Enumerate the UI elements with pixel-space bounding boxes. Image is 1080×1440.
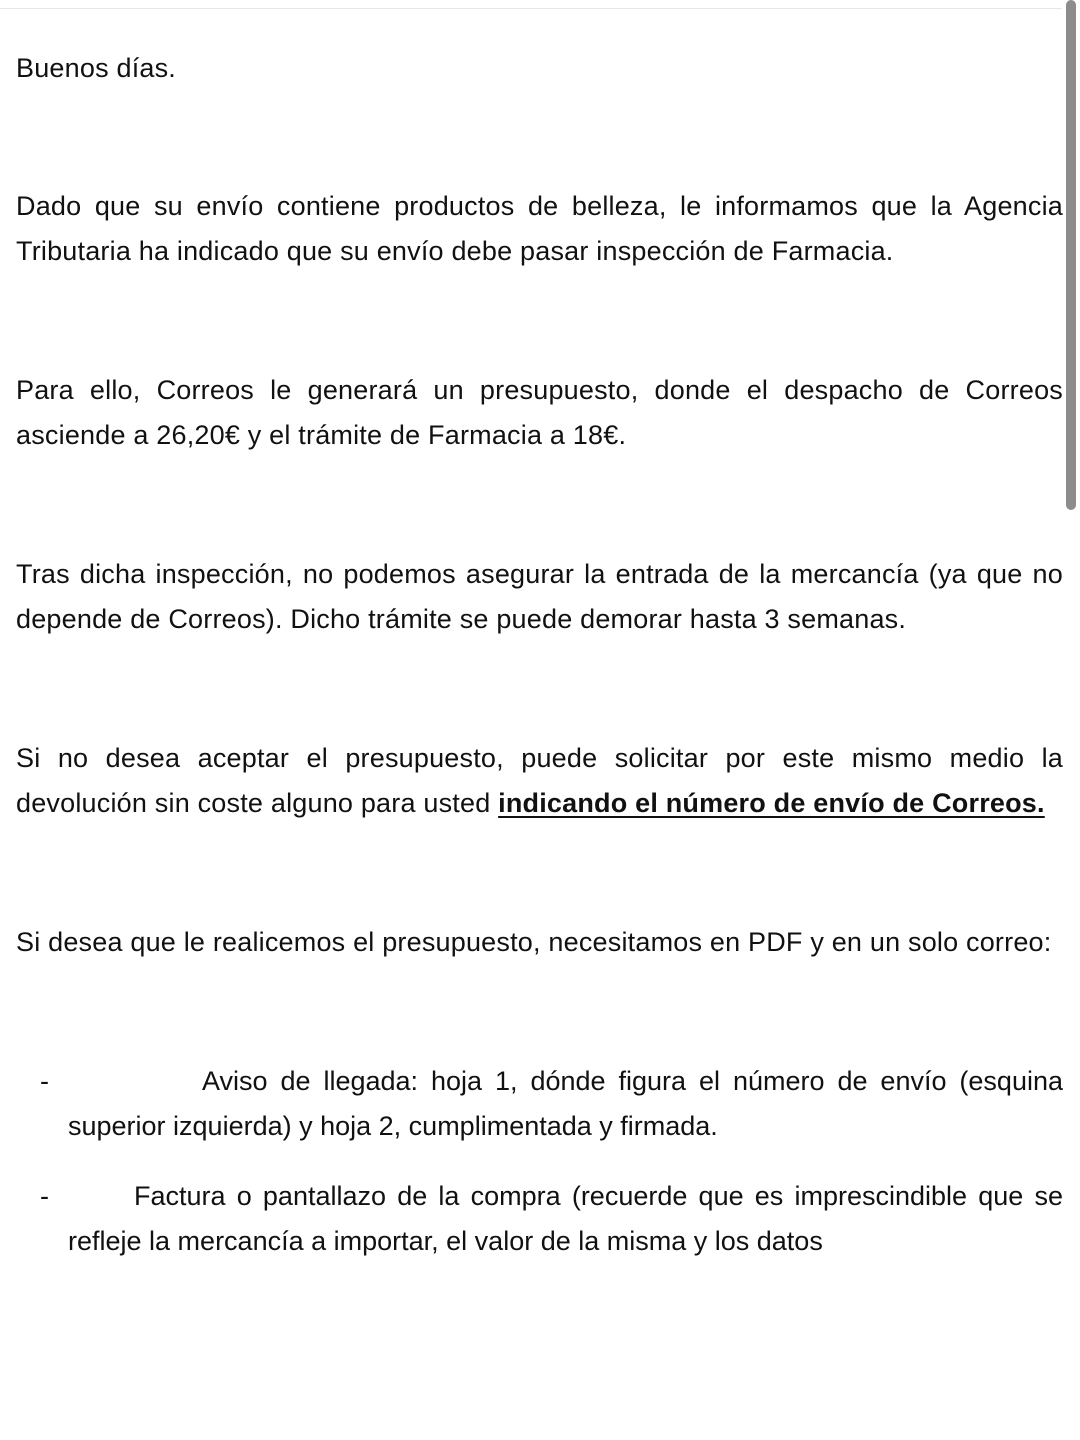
top-divider [0,0,1062,9]
paragraph-requirements: Si desea que le realicemos el presupuesto, necesitamos en PDF y en un solo correo: [16,927,1052,957]
list-bullet: - [40,1066,49,1096]
shipment-number-highlight: indicando el número de envío de Correos. [498,788,1045,818]
scrollbar-thumb[interactable] [1066,0,1076,510]
list-item [16,1059,1063,1149]
spacer [16,965,1063,1059]
list-item-text: Aviso de llegada: hoja 1, dónde figura el número de envío (esquina superior izquierda) y hoja 2, cumplimentada y firmada. [68,1066,1063,1141]
email-body [16,46,1063,1264]
paragraph-inspection: Tras dicha inspección, no podemos asegurar la entrada de la mercancía (ya que no depende de Correos). Dicho trámite se puede demorar hasta 3 semanas. [16,559,1063,634]
paragraph-budget: Para ello, Correos le generará un presupuesto, donde el despacho de Correos asciende a 26,20€ y el trámite de Farmacia a 18€. [16,375,1063,450]
paragraph-beauty-products: Dado que su envío contiene productos de belleza, le informamos que la Agencia Tributaria ha indicado que su envío debe pasar inspección de Farmacia. [16,191,1063,266]
paragraph-return [16,736,1063,826]
greeting: Buenos días. [16,53,177,83]
requirements-list [16,1059,1063,1264]
paragraph-return-text: Si no desea aceptar el presupuesto, puede solicitar por este mismo medio la devolución sin coste alguno para usted [16,743,1063,818]
spacer [16,274,1063,368]
spacer [16,826,1063,920]
list-bullet: - [40,1181,49,1211]
spacer [16,91,1063,184]
scrollbar[interactable] [1066,0,1080,1440]
list-item [16,1174,1063,1264]
spacer [16,642,1063,736]
list-item-text: Factura o pantallazo de la compra (recuerde que es imprescindible que se refleje la mercancía a importar, el valor de la misma y los datos [68,1181,1063,1256]
spacer [16,458,1063,552]
